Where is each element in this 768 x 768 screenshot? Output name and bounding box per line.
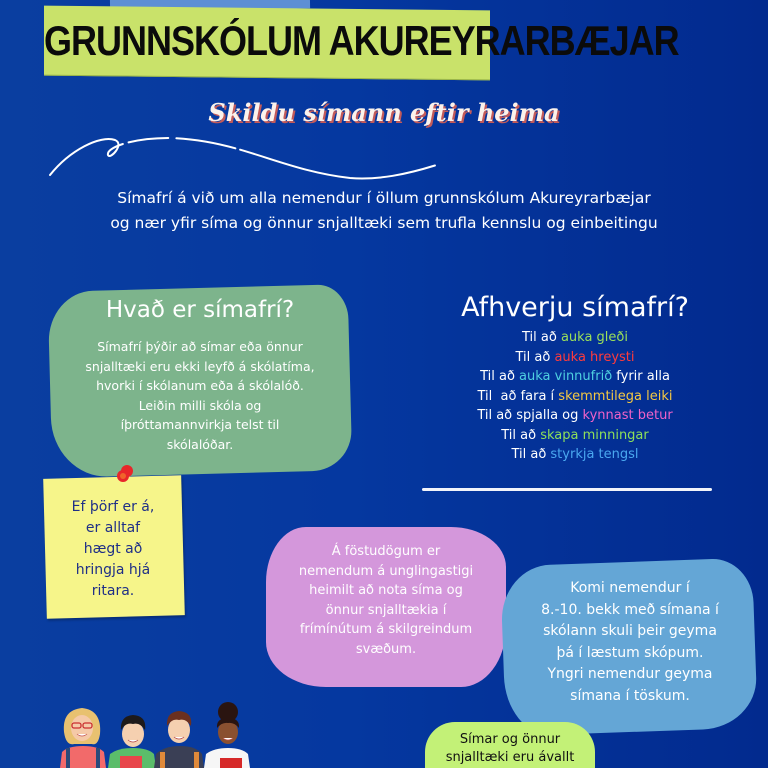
bottom-note-line: snjalltæki eru ávallt xyxy=(445,750,575,765)
divider xyxy=(422,488,712,491)
fridays-line: svæðum. xyxy=(355,641,417,657)
what-is-body xyxy=(55,337,345,454)
sticky-line: hringja hjá xyxy=(75,562,151,578)
storage-line: Komi nemendur í xyxy=(570,580,690,596)
storage-line: 8.-10. bekk með símana í xyxy=(541,601,719,618)
bottom-note-line: Símar og önnur xyxy=(459,732,561,747)
sticky-line: er alltaf xyxy=(85,520,141,536)
what-is-line: Símafrí þýðir að símar eða önnur xyxy=(97,339,303,354)
fridays-line: önnur snjalltækia í xyxy=(325,602,447,618)
fridays-line: heimilt að nota síma og xyxy=(309,583,463,598)
bottom-note-text xyxy=(425,731,595,767)
why-item: Til að auka vinnufrið fyrir alla xyxy=(480,369,670,384)
sticky-line: Ef þörf er á, xyxy=(71,499,155,515)
fridays-line: frímínútum á skilgreindum xyxy=(299,622,473,637)
why-highlight: auka hreysti xyxy=(554,349,635,365)
why-item: Til að skapa minningar xyxy=(501,427,649,443)
what-is-line: hvorki í skólanum eða á skólalóð. xyxy=(96,378,304,393)
intro-line: og nær yfir síma og önnur snjalltæki sem trufla kennslu og einbeitingu xyxy=(110,214,658,232)
storage-text xyxy=(508,578,752,707)
why-item: Til að spjalla og kynnast betur xyxy=(477,408,673,423)
storage-line: símana í töskum. xyxy=(570,687,690,704)
why-list xyxy=(420,328,730,465)
what-is-line: íþróttamannvirkja telst til xyxy=(120,417,280,432)
why-item: Til að auka gleði xyxy=(522,330,628,345)
sticky-line: ritara. xyxy=(91,583,135,599)
fridays-line: nemendum á unglingastigi xyxy=(298,563,474,579)
subtitle: Skildu símann eftir heima xyxy=(208,98,560,127)
intro-line: Símafrí á við um alla nemendur í öllum grunnskólum Akureyrarbæjar xyxy=(117,189,651,207)
why-highlight: auka vinnufrið xyxy=(519,369,613,384)
why-highlight: kynnast betur xyxy=(582,408,673,423)
what-is-line: snjalltæki eru ekki leyfð á skólatíma, xyxy=(85,358,315,374)
what-is-title: Hvað er símafrí? xyxy=(105,297,295,323)
fridays-line: Á föstudögum er xyxy=(331,544,441,559)
storage-line: Yngri nemendur geyma xyxy=(547,666,713,682)
students-illustration-icon xyxy=(48,690,258,768)
fridays-text xyxy=(270,542,502,659)
why-highlight: skemmtilega leiki xyxy=(558,388,673,404)
why-title: Afhverju símafrí? xyxy=(461,292,689,323)
why-highlight: styrkja tengsl xyxy=(550,447,639,462)
sticky-note-text xyxy=(48,497,178,602)
why-item: Til að auka hreysti xyxy=(515,349,635,365)
why-item: Til að styrkja tengsl xyxy=(511,447,639,462)
why-highlight: auka gleði xyxy=(560,330,628,345)
why-highlight: skapa minningar xyxy=(540,427,649,443)
pushpin-icon xyxy=(114,463,136,485)
page-title: GRUNNSKÓLUM AKUREYRARBÆJAR xyxy=(44,16,679,65)
why-item: Til að fara í skemmtilega leiki xyxy=(477,388,673,404)
sticky-line: hægt að xyxy=(83,541,143,557)
what-is-line: skólalóðar. xyxy=(166,436,234,452)
swirl-decoration-icon xyxy=(40,130,500,185)
storage-line: skólann skuli þeir geyma xyxy=(543,623,717,639)
storage-line: þá í læstum skópum. xyxy=(556,644,704,661)
what-is-line: Leiðin milli skóla og xyxy=(138,397,262,413)
intro-text xyxy=(0,186,768,236)
